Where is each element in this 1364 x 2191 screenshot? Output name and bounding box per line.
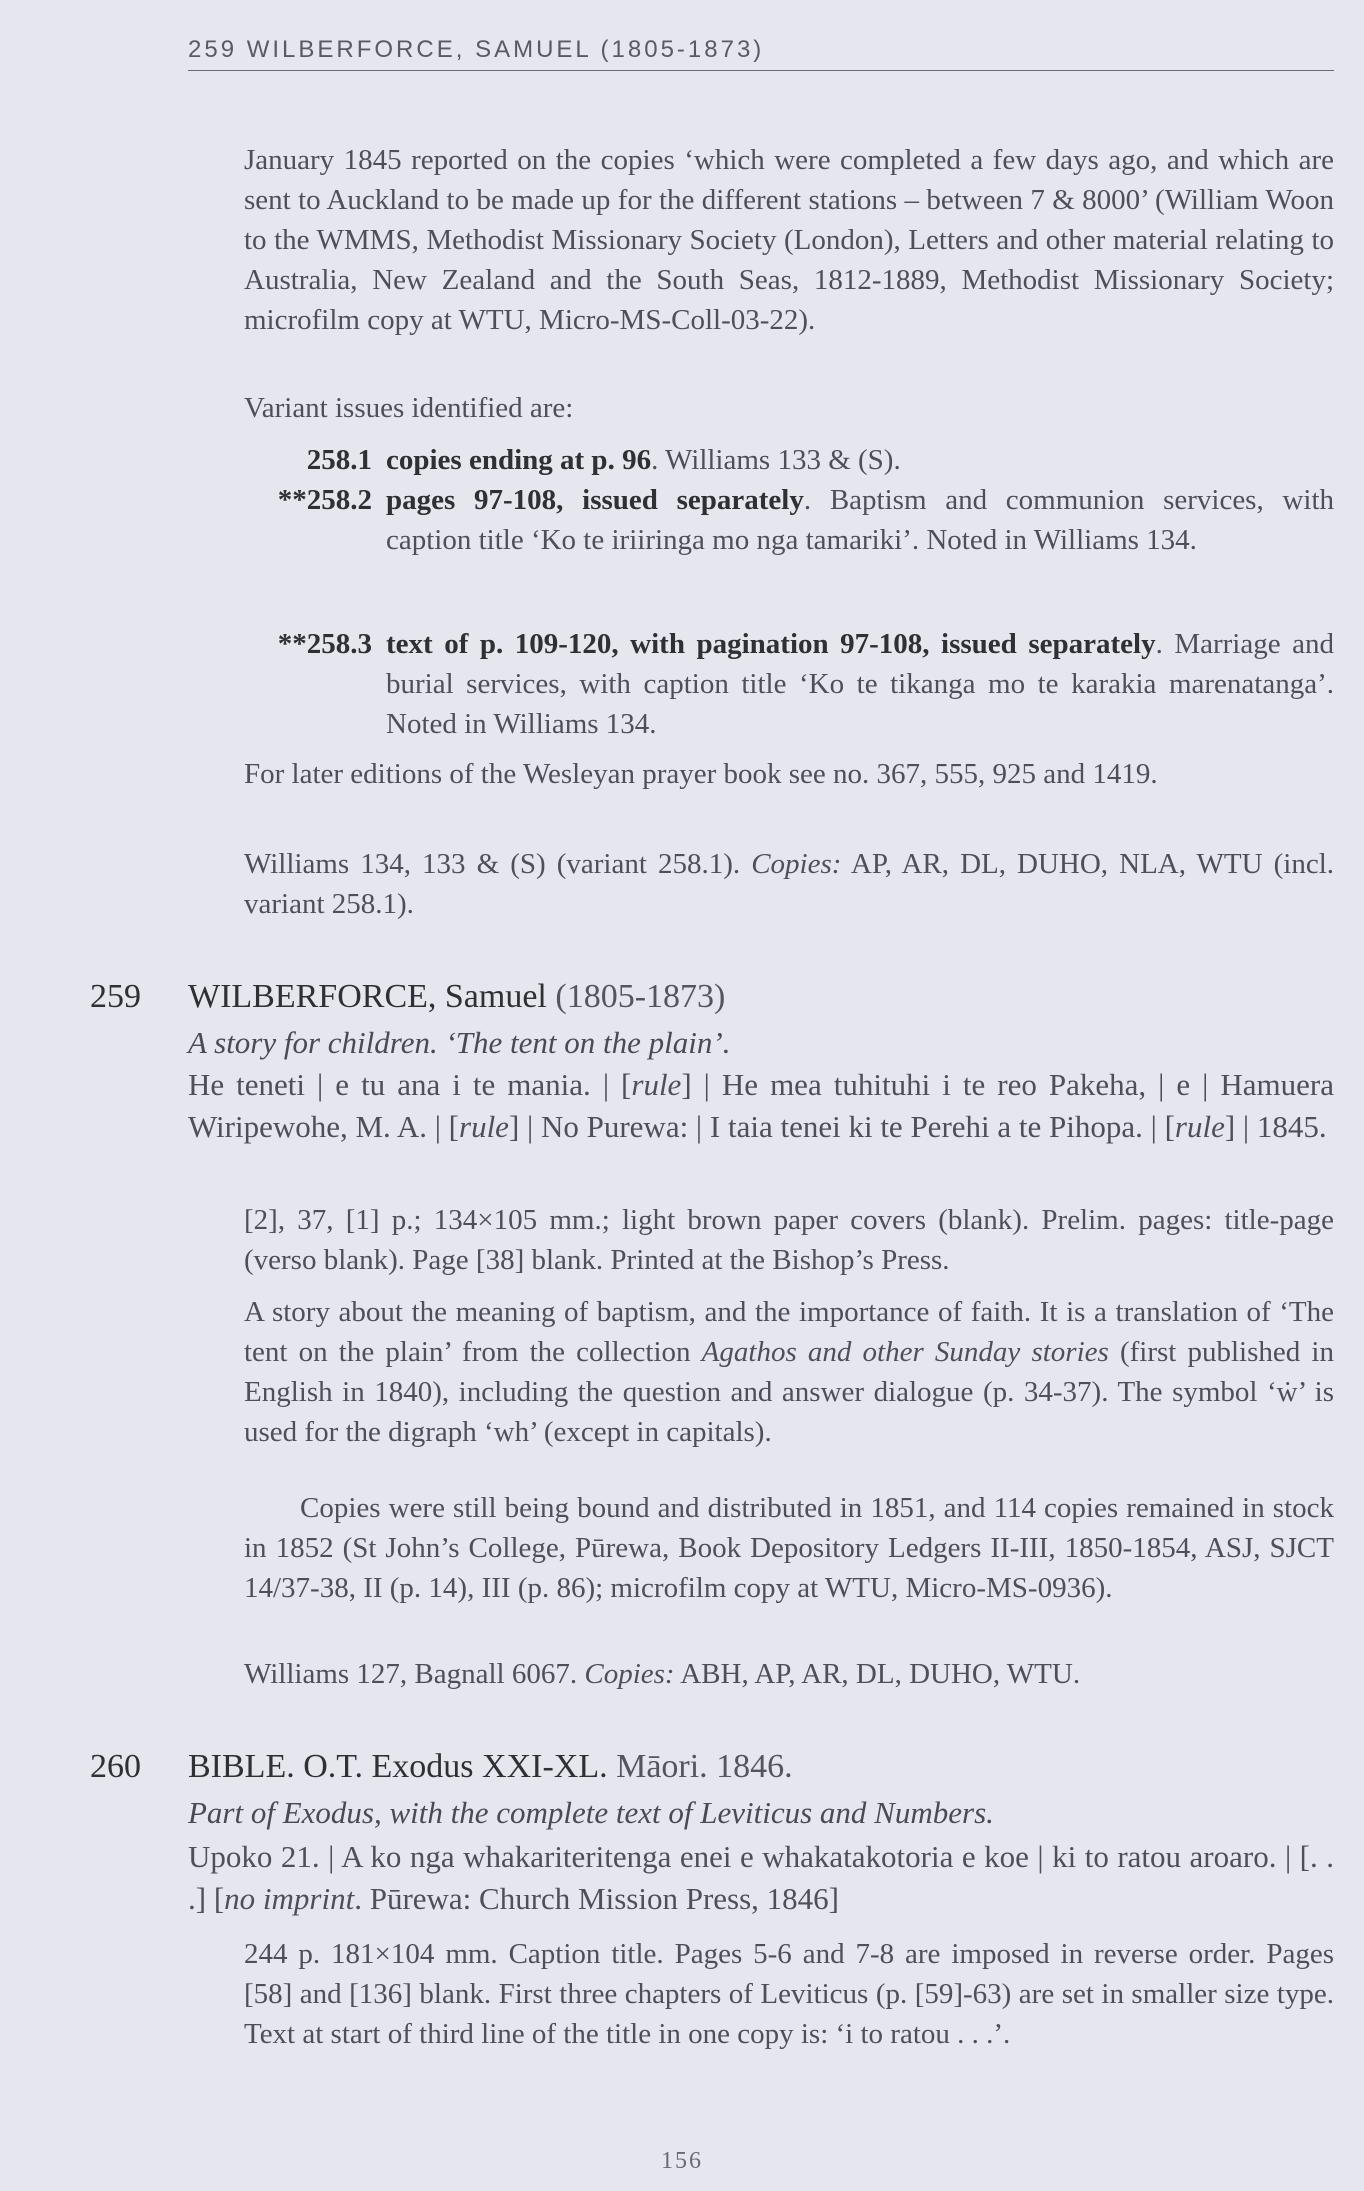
entry-note — [244, 1292, 1334, 1452]
variant-title: pages 97-108, issued separately — [386, 484, 804, 516]
entry-note: Copies were still being bound and distributed in 1851, and 114 copies remained in stock in 1852 (St John’s College, Pūrewa, Book Depository Ledgers II-III, 1850-1854, ASJ, SJCT 14/37-38, II (p. 14), III (p. 86); microfilm copy at WTU, Micro-MS-0936). — [244, 1492, 1334, 1604]
later-editions-note: For later editions of the Wesleyan prayer book see no. 367, 555, 925 and 1419. — [244, 758, 1158, 790]
no-imprint: no imprint — [224, 1881, 355, 1916]
entry-heading — [188, 976, 725, 1018]
heading-text: BIBLE. O.T. Exodus XXI-XL. — [188, 1748, 608, 1785]
variant-text — [386, 480, 1334, 560]
transcript-part: Upoko 21. | A ko nga whakariteritenga enei e whakatakotoria e koe | ki to ratou aroaro. | [. . .] [ — [188, 1839, 1334, 1916]
copies-list: AP, AR, DL, DUHO, NLA, WTU (incl. variant 258.1). — [244, 848, 1334, 920]
rule-mark: rule — [1174, 1109, 1225, 1144]
entry-heading — [188, 1746, 793, 1788]
transcript-part: He teneti | e tu ana i te mania. | [ — [188, 1067, 632, 1102]
collation: [2], 37, [1] p.; 134×105 mm.; light brown paper covers (blank). Prelim. pages: title-page (verso blank). Page [38] blank. Printed at the Bishop’s Press. — [244, 1204, 1334, 1276]
note-text: (first published in English in 1840), including the question and answer dialogue (p. 34-37). The symbol ‘ẇ’ is used for the digraph ‘wh’ (except in capitals). — [244, 1336, 1334, 1448]
author-name: WILBERFORCE, Samuel — [188, 978, 547, 1015]
references-line — [244, 1654, 1334, 1694]
variant-intro: Variant issues identified are: — [244, 392, 574, 424]
entry-number: 259 — [90, 978, 141, 1015]
variant-desc: . Baptism and communion services, with caption title ‘Ko te iriiringa mo nga tamariki’. Noted in Williams 134. — [386, 484, 1334, 556]
references: Williams 134, 133 & (S) (variant 258.1). — [244, 848, 741, 880]
variant-number: 258.1 — [306, 444, 372, 476]
variant-text — [386, 624, 1334, 744]
entry-number: 260 — [90, 1748, 141, 1785]
page-number: 156 — [661, 2148, 703, 2174]
copies-label: Copies: — [751, 848, 842, 880]
note-text: A story about the meaning of baptism, and the importance of faith. It is a translation of ‘The tent on the plain’ from the collection — [244, 1296, 1334, 1368]
title-transcription — [188, 1836, 1334, 1920]
rule-mark: rule — [459, 1109, 509, 1144]
entry-title: A story for children. ‘The tent on the plain’. — [188, 1025, 731, 1060]
variant-title: copies ending at p. 96 — [386, 444, 652, 476]
transcript-part: ] | 1845. — [1224, 1109, 1327, 1144]
transcript-part: ] | No Purewa: | I taia tenei ki te Perehi a te Pihopa. | [ — [508, 1109, 1175, 1144]
running-head: 259 WILBERFORCE, SAMUEL (1805-1873) — [188, 36, 1334, 71]
transcript-part: . Pūrewa: Church Mission Press, 1846] — [354, 1881, 839, 1916]
author-dates: (1805-1873) — [555, 978, 726, 1015]
variant-desc: . Marriage and burial services, with caption title ‘Ko te tikanga mo te karakia marenatanga’. Noted in Williams 134. — [386, 628, 1334, 740]
variant-title: text of p. 109-120, with pagination 97-108, issued separately — [386, 628, 1156, 660]
collation: 244 p. 181×104 mm. Caption title. Pages 5-6 and 7-8 are imposed in reverse order. Pages [58] and [136] blank. First three chapters of Leviticus (p. [59]-63) are set in smaller size type. Text at start of third line of the title in one copy is: ‘i to ratou . . .’. — [244, 1938, 1334, 2050]
language-year: Māori. 1846. — [616, 1748, 793, 1785]
copies-list: ABH, AP, AR, DL, DUHO, WTU. — [680, 1658, 1081, 1690]
title-transcription — [188, 1064, 1334, 1148]
rule-mark: rule — [631, 1067, 682, 1102]
collection-title: Agathos and other Sunday stories — [701, 1336, 1109, 1368]
references: Williams 127, Bagnall 6067. — [244, 1658, 578, 1690]
entry-title: Part of Exodus, with the complete text of Leviticus and Numbers. — [188, 1795, 994, 1830]
continuation-paragraph: January 1845 reported on the copies ‘which were completed a few days ago, and which are sent to Auckland to be made up for the different stations – between 7 & 8000’ (William Woon to the WMMS, Methodist Missionary Society (London), Letters and other material relating to Australia, New Zealand and the South Seas, 1812-1889, Methodist Missionary Society; microfilm copy at WTU, Micro-MS-Coll-03-22). — [244, 144, 1334, 336]
variant-number: **258.3 — [277, 628, 372, 660]
copies-label: Copies: — [584, 1658, 675, 1690]
transcript-part: ] | He mea tuhituhi i te reo Pakeha, | e | Hamuera Wiripewohe, M. A. | [ — [188, 1067, 1334, 1144]
references-line — [244, 844, 1334, 924]
variant-desc: . Williams 133 & (S). — [651, 444, 901, 476]
variant-text — [386, 440, 1334, 480]
variant-number: **258.2 — [277, 484, 372, 516]
